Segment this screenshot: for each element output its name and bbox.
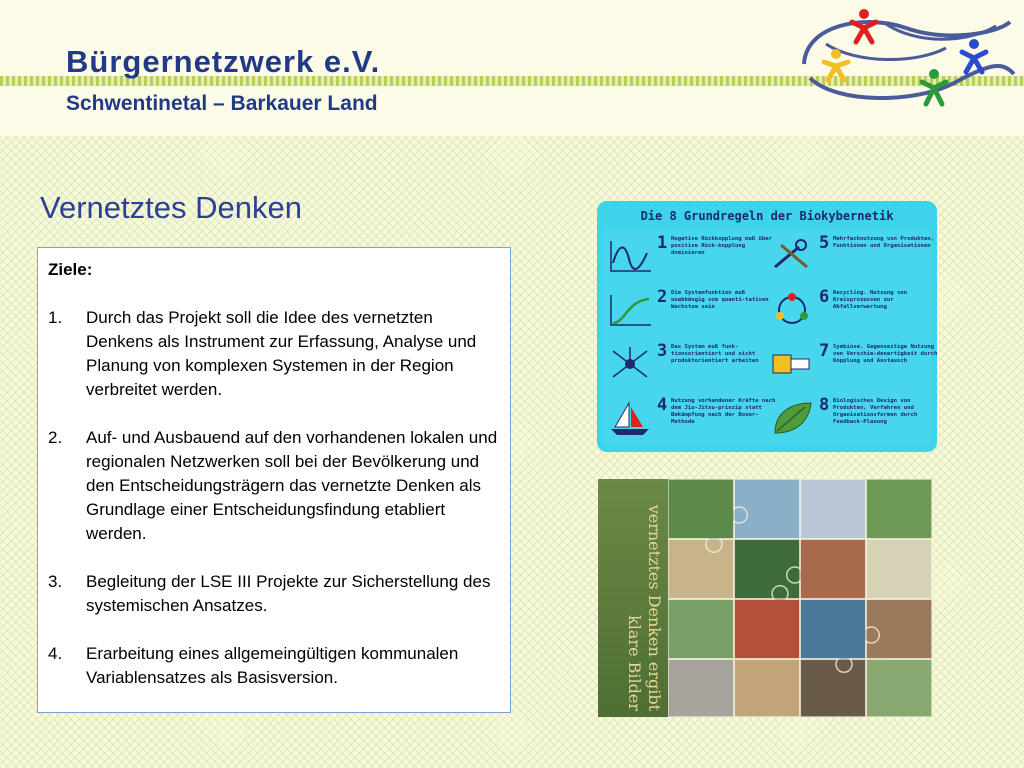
tools-icon — [769, 237, 815, 275]
goals-list — [48, 306, 498, 690]
rule-text: Symbiose. Gegenseitige Nutzung von Verschie-denartigkeit durch Kopplung und Austausch — [833, 344, 937, 364]
rule-text: Mehrfachnutzung von Produkten, Funktionen und Organisationen — [833, 236, 935, 249]
rule-text: Das System muß funk-tionsorientiert und nicht produktorientiert arbeiten — [671, 344, 759, 364]
rule-text: Biologisches Design von Produkten, Verfahren und Organisationsformen durch Feedback-Planung — [833, 398, 918, 425]
list-number: 1. — [48, 308, 63, 327]
rule-number: 1 — [657, 233, 668, 253]
rule-8 — [769, 395, 929, 447]
photo-tile — [734, 479, 800, 539]
list-item-text: Erarbeitung eines allgemeingültigen kommunalen Variablensatzes als Basisversion. — [86, 644, 459, 687]
rule-4 — [607, 395, 776, 447]
photo-tile — [866, 659, 932, 717]
list-item — [48, 642, 498, 690]
photo-tile — [668, 539, 734, 599]
photo-tile — [800, 539, 866, 599]
rule-1 — [607, 233, 771, 285]
goals-box — [37, 247, 511, 713]
org-region: Schwentinetal – Barkauer Land — [66, 92, 378, 115]
network-star-icon — [607, 345, 653, 383]
rule-number: 3 — [657, 341, 668, 361]
wave-graph-icon — [607, 237, 653, 275]
list-item — [48, 570, 498, 618]
rule-5 — [769, 233, 935, 285]
goals-heading: Ziele: — [48, 260, 93, 279]
cycle-icon — [769, 291, 815, 329]
photo-tile — [668, 479, 734, 539]
list-item-text: Auf- und Ausbauend auf den vorhandenen lokalen und regionalen Netzwerken soll bei der Bevölkerung und den Entscheidungsträgern das vernetzte Denken als Grundlage einer Entscheidungsfindung etabliert werden. — [86, 428, 498, 543]
biokybernetik-rules-image — [597, 201, 937, 452]
rule-number: 8 — [819, 395, 830, 415]
photo-tile — [866, 479, 932, 539]
photo-puzzle-collage-image — [598, 479, 932, 717]
list-number: 4. — [48, 644, 63, 663]
photo-tiles — [668, 479, 932, 717]
list-item — [48, 306, 498, 402]
rule-text: Recycling. Nutzung von Kreisprozessen zur Abfallverwertung — [833, 290, 908, 310]
photo-tile — [800, 479, 866, 539]
rule-text: Negative Rückkopplung muß über positive Rück-kopplung dominieren — [671, 236, 773, 256]
sailboat-icon — [607, 399, 653, 437]
list-item — [48, 426, 498, 546]
photo-tile — [800, 659, 866, 717]
rule-text: Die Systemfunktion muß unabhängig vom quanti-tativen Wachstum sein — [671, 290, 769, 310]
rule-text: Nutzung vorhandener Kräfte nach dem Jiu-Jitsu-prinzip statt Bekämpfung nach der Boxer-Methode — [671, 398, 776, 425]
collage-caption: vernetztes Denken ergibt klare Bilder — [625, 504, 664, 711]
photo-tile — [734, 659, 800, 717]
list-number: 3. — [48, 572, 63, 591]
list-number: 2. — [48, 428, 63, 447]
rule-6 — [769, 287, 929, 339]
list-item-text: Begleitung der LSE III Projekte zur Sicherstellung des systemischen Ansatzes. — [86, 572, 491, 615]
collage-caption-strip — [598, 479, 668, 717]
rule-2 — [607, 287, 771, 339]
slide-title: Vernetztes Denken — [40, 190, 302, 225]
rule-number: 4 — [657, 395, 668, 415]
rule-number: 6 — [819, 287, 830, 307]
list-item-text: Durch das Projekt soll die Idee des vernetzten Denkens als Instrument zur Erfassung, Analyse und Planung von komplexen Systemen in der Region verbreitet werden. — [86, 308, 477, 399]
rule-7 — [769, 341, 937, 393]
network-people-logo-icon — [796, 4, 1020, 116]
photo-tile — [668, 599, 734, 659]
photo-tile — [866, 599, 932, 659]
biokybernetik-title: Die 8 Grundregeln der Biokybernetik — [640, 209, 894, 223]
org-name: Bürgernetzwerk e.V. — [66, 44, 381, 79]
rule-number: 7 — [819, 341, 830, 361]
leaf-icon — [769, 399, 815, 437]
rule-3 — [607, 341, 771, 393]
slide-header — [0, 0, 1024, 136]
photo-tile — [866, 539, 932, 599]
biokybernetik-rules-grid — [603, 229, 937, 446]
symbiosis-icon — [769, 345, 815, 383]
rule-number: 5 — [819, 233, 830, 253]
photo-tile — [800, 599, 866, 659]
rule-number: 2 — [657, 287, 668, 307]
photo-tile — [734, 599, 800, 659]
photo-tile — [668, 659, 734, 717]
growth-curve-icon — [607, 291, 653, 329]
photo-tile — [734, 539, 800, 599]
